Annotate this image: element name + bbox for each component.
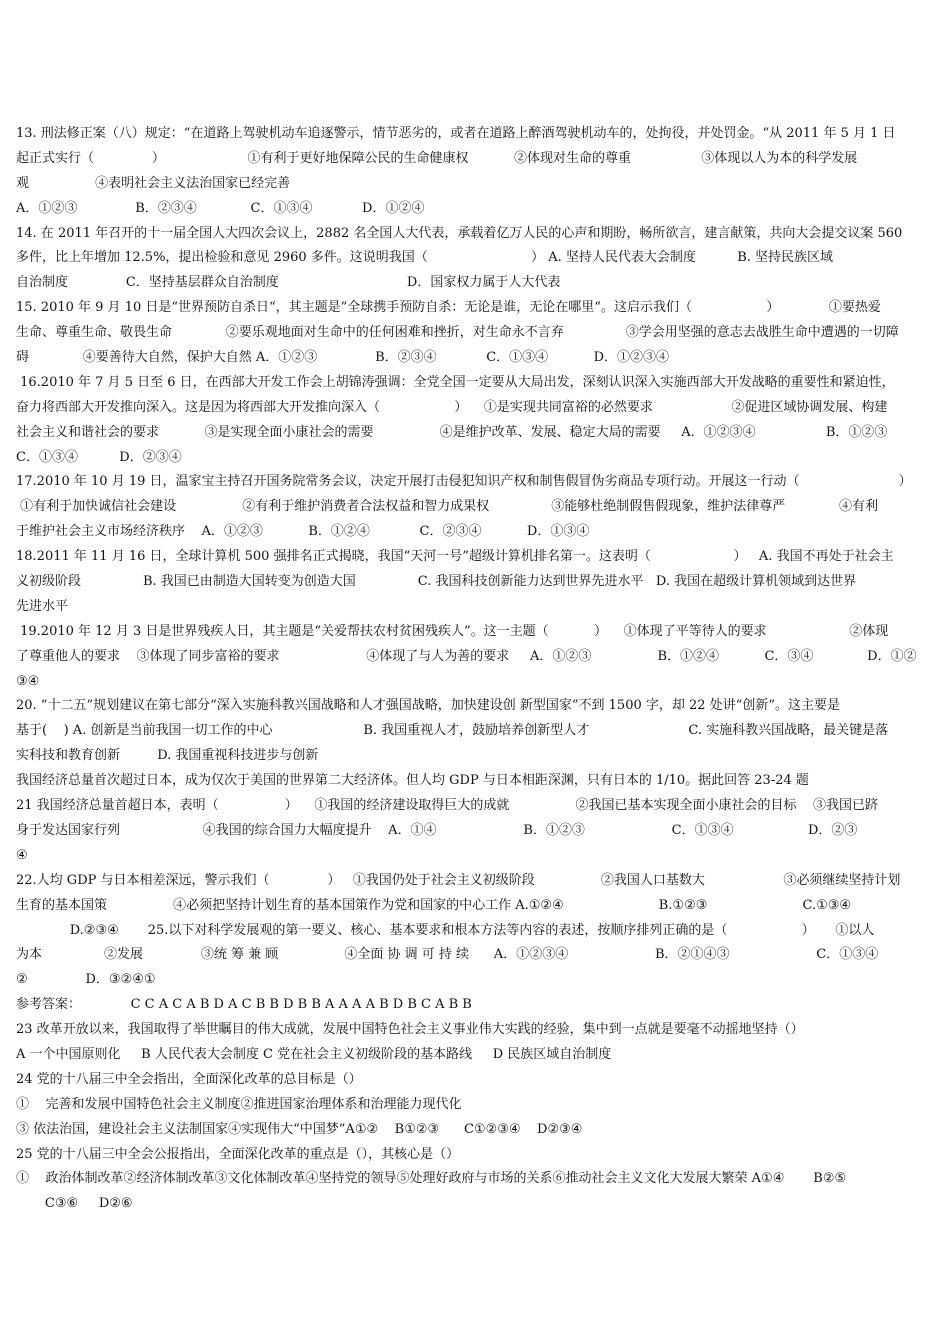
text-line: 21 我国经济总量首超日本，表明（ ） ①我国的经济建设取得巨大的成就 ②我国已基本实现全面小康社会的目标 ③我国已跻 <box>16 798 878 814</box>
text-line: C．①③④ D．②③④ <box>16 449 182 465</box>
text-line: 24 党的十八届三中全会指出，全面深化改革的总目标是（） <box>16 1071 362 1087</box>
text-line: 了尊重他人的要求 ③体现了同步富裕的要求 ④体现了与人为善的要求 A．①②③ B．①②④ C．③④ D．①② <box>16 648 917 664</box>
text-line: 18.2011 年 11 月 16 日，全球计算机 500 强排名正式揭晓，我国“天河一号”超级计算机排名第一。这表明（ ） A. 我国不再处于社会主 <box>16 549 894 565</box>
text-line: ③ 依法治国，建设社会主义法制国家④实现伟大“中国梦”A①② B①②③ C①②③④ D②③④ <box>16 1121 583 1137</box>
text-line: 先进水平 <box>16 598 69 614</box>
text-line: 自治制度 C．坚持基层群众自治制度 D．国家权力属于人大代表 <box>16 275 561 291</box>
text-line: 多件，比上年增加 12.5%，提出检验和意见 2960 多件。这说明我国（ ） A. 坚持人民代表大会制度 B. 坚持民族区域 <box>16 250 834 266</box>
text-line: 观 ④表明社会主义法治国家已经完善 <box>16 175 291 191</box>
text-line: 义初级阶段 B. 我国已由制造大国转变为创造大国 C. 我国科技创新能力达到世界先进水平 D. 我国在超级计算机领域到达世界 <box>16 574 857 590</box>
text-line: 起正式实行（ ） ①有利于更好地保障公民的生命健康权 ②体现对生命的尊重 ③体现以人为本的科学发展 <box>16 150 858 166</box>
text-line: 25 党的十八届三中全会公报指出，全面深化改革的重点是（），其核心是（） <box>16 1146 460 1162</box>
text-line: ① 政治体制改革②经济体制改革③文化体制改革④坚持党的领导⑤处理好政府与市场的关系⑥推动社会主义文化大发展大繁荣 A①④ B②⑤ <box>16 1171 847 1187</box>
text-line: 碍 ④要善待大自然，保护大自然 A．①②③ B．②③④ C．①③④ D．①②③④ <box>16 350 670 366</box>
text-line: 20. “十二五”规划建议在第七部分“深入实施科教兴国战略和人才强国战略，加快建设创 新型国家”不到 1500 字，却 22 处讲“创新”。这主要是 <box>16 698 840 714</box>
text-line: 生育的基本国策 ④必须把坚持计划生育的基本国策作为党和国家的中心工作 A.①②④ B.①②③ C.①③④ <box>16 897 852 913</box>
text-line: 奋力将西部大开发推向深入。这是因为将西部大开发推向深入（ ） ①是实现共同富裕的必然要求 ②促进区域协调发展、构建 <box>16 399 888 415</box>
text-line: C③⑥ D②⑥ <box>16 1196 133 1212</box>
text-line: ① 完善和发展中国特色社会主义制度②推进国家治理体系和治理能力现代化 <box>16 1096 462 1112</box>
text-line: A．①②③ B．②③④ C．①③④ D．①②④ <box>16 200 425 216</box>
text-line: 于维护社会主义市场经济秩序 A．①②③ B．①②④ C．②③④ D．①③④ <box>16 524 590 540</box>
text-line: 17.2010 年 10 月 19 日，温家宝主持召开国务院常务会议，决定开展打击侵犯知识产权和制售假冒伪劣商品专项行动。开展这一行动（ ） <box>16 474 912 490</box>
text-line: 15. 2010 年 9 月 10 日是“世界预防自杀日“，其主题是”全球携手预防自杀：无论是谁，无论在哪里“。这启示我们（ ） ①要热爱 <box>16 300 881 316</box>
text-line: ①有利于加快诚信社会建设 ②有利于维护消费者合法权益和智力成果权 ③能够杜绝制假售假现象，维护法律尊严 ④有利 <box>16 499 878 515</box>
text-line: D.②③④ 25.以下对科学发展观的第一要义、核心、基本要求和根本方法等内容的表述，按顺序排列正确的是（ ） ①以人 <box>16 922 875 938</box>
text-line: ② D．③②④① <box>16 972 156 988</box>
text-line: ③④ <box>16 673 40 689</box>
text-line: 我国经济总量首次超过日本，成为仅次于美国的世界第二大经济体。但人均 GDP 与日本相距深渊，只有日本的 1/10。据此回答 23-24 题 <box>16 773 809 789</box>
document-page <box>16 122 934 1217</box>
text-line: 为本 ②发展 ③统 筹 兼 顾 ④全面 协 调 可 持 续 A．①②③④ B．②①④③ C．①③④ <box>16 947 879 963</box>
text-line: 16.2010 年 7 月 5 日至 6 日，在西部大开发工作会上胡锦涛强调：全党全国一定要从大局出发，深刻认识深入实施西部大开发战略的重要性和紧迫性， <box>16 374 895 390</box>
answer-key-line: 参考答案： C C A C A B D A C B B D B B A A A A B D B C A B B <box>16 997 472 1013</box>
text-line: 13. 刑法修正案（八）规定：“在道路上驾驶机动车追逐警示，情节恶劣的，或者在道路上醉酒驾驶机动车的，处拘役，并处罚金。“从 2011 年 5 月 1 日 <box>16 126 896 141</box>
text-line: 身于发达国家行列 ④我国的综合国力大幅度提升 A．①④ B．①②③ C．①③④ D．②③ <box>16 822 858 838</box>
text-line: 23 改革开放以来，我国取得了举世瞩目的伟大成就，发展中国特色社会主义事业伟大实践的经验，集中到一点就是要毫不动摇地坚持（） <box>16 1022 804 1038</box>
text-line: 22.人均 GDP 与日本相差深远，警示我们（ ） ①我国仍处于社会主义初级阶段 ②我国人口基数大 ③必须继续坚持计划 <box>16 872 901 888</box>
text-line: 社会主义和谐社会的要求 ③是实现全面小康社会的需要 ④是维护改革、发展、稳定大局的需要 A．①②③④ B．①②③ <box>16 424 888 440</box>
text-line: 19.2010 年 12 月 3 日是世界残疾人日，其主题是“关爱帮扶农村贫困残疾人”。这一主题（ ） ①体现了平等待人的要求 ②体现 <box>16 623 889 639</box>
text-line: 14. 在 2011 年召开的十一届全国人大四次会议上，2882 名全国人大代表，承载着亿万人民的心声和期盼，畅所欲言，建言献策，共向大会提交议案 560 <box>16 225 903 241</box>
text-line: 基于( ) A. 创新是当前我国一切工作的中心 B. 我国重视人才，鼓励培养创新型人才 C. 实施科教兴国战略，最关键是落 <box>16 723 889 739</box>
text-line: 实科技和教育创新 D. 我国重视科技进步与创新 <box>16 748 319 764</box>
text-line: ④ <box>16 847 28 863</box>
text-line: 生命、尊重生命、敬畏生命 ②要乐观地面对生命中的任何困难和挫折，对生命永不言弃 ③学会用坚强的意志去战胜生命中遭遇的一切障 <box>16 325 899 341</box>
text-line: A 一个中国原则化 B 人民代表大会制度 C 党在社会主义初级阶段的基本路线 D 民族区域自治制度 <box>16 1046 612 1062</box>
